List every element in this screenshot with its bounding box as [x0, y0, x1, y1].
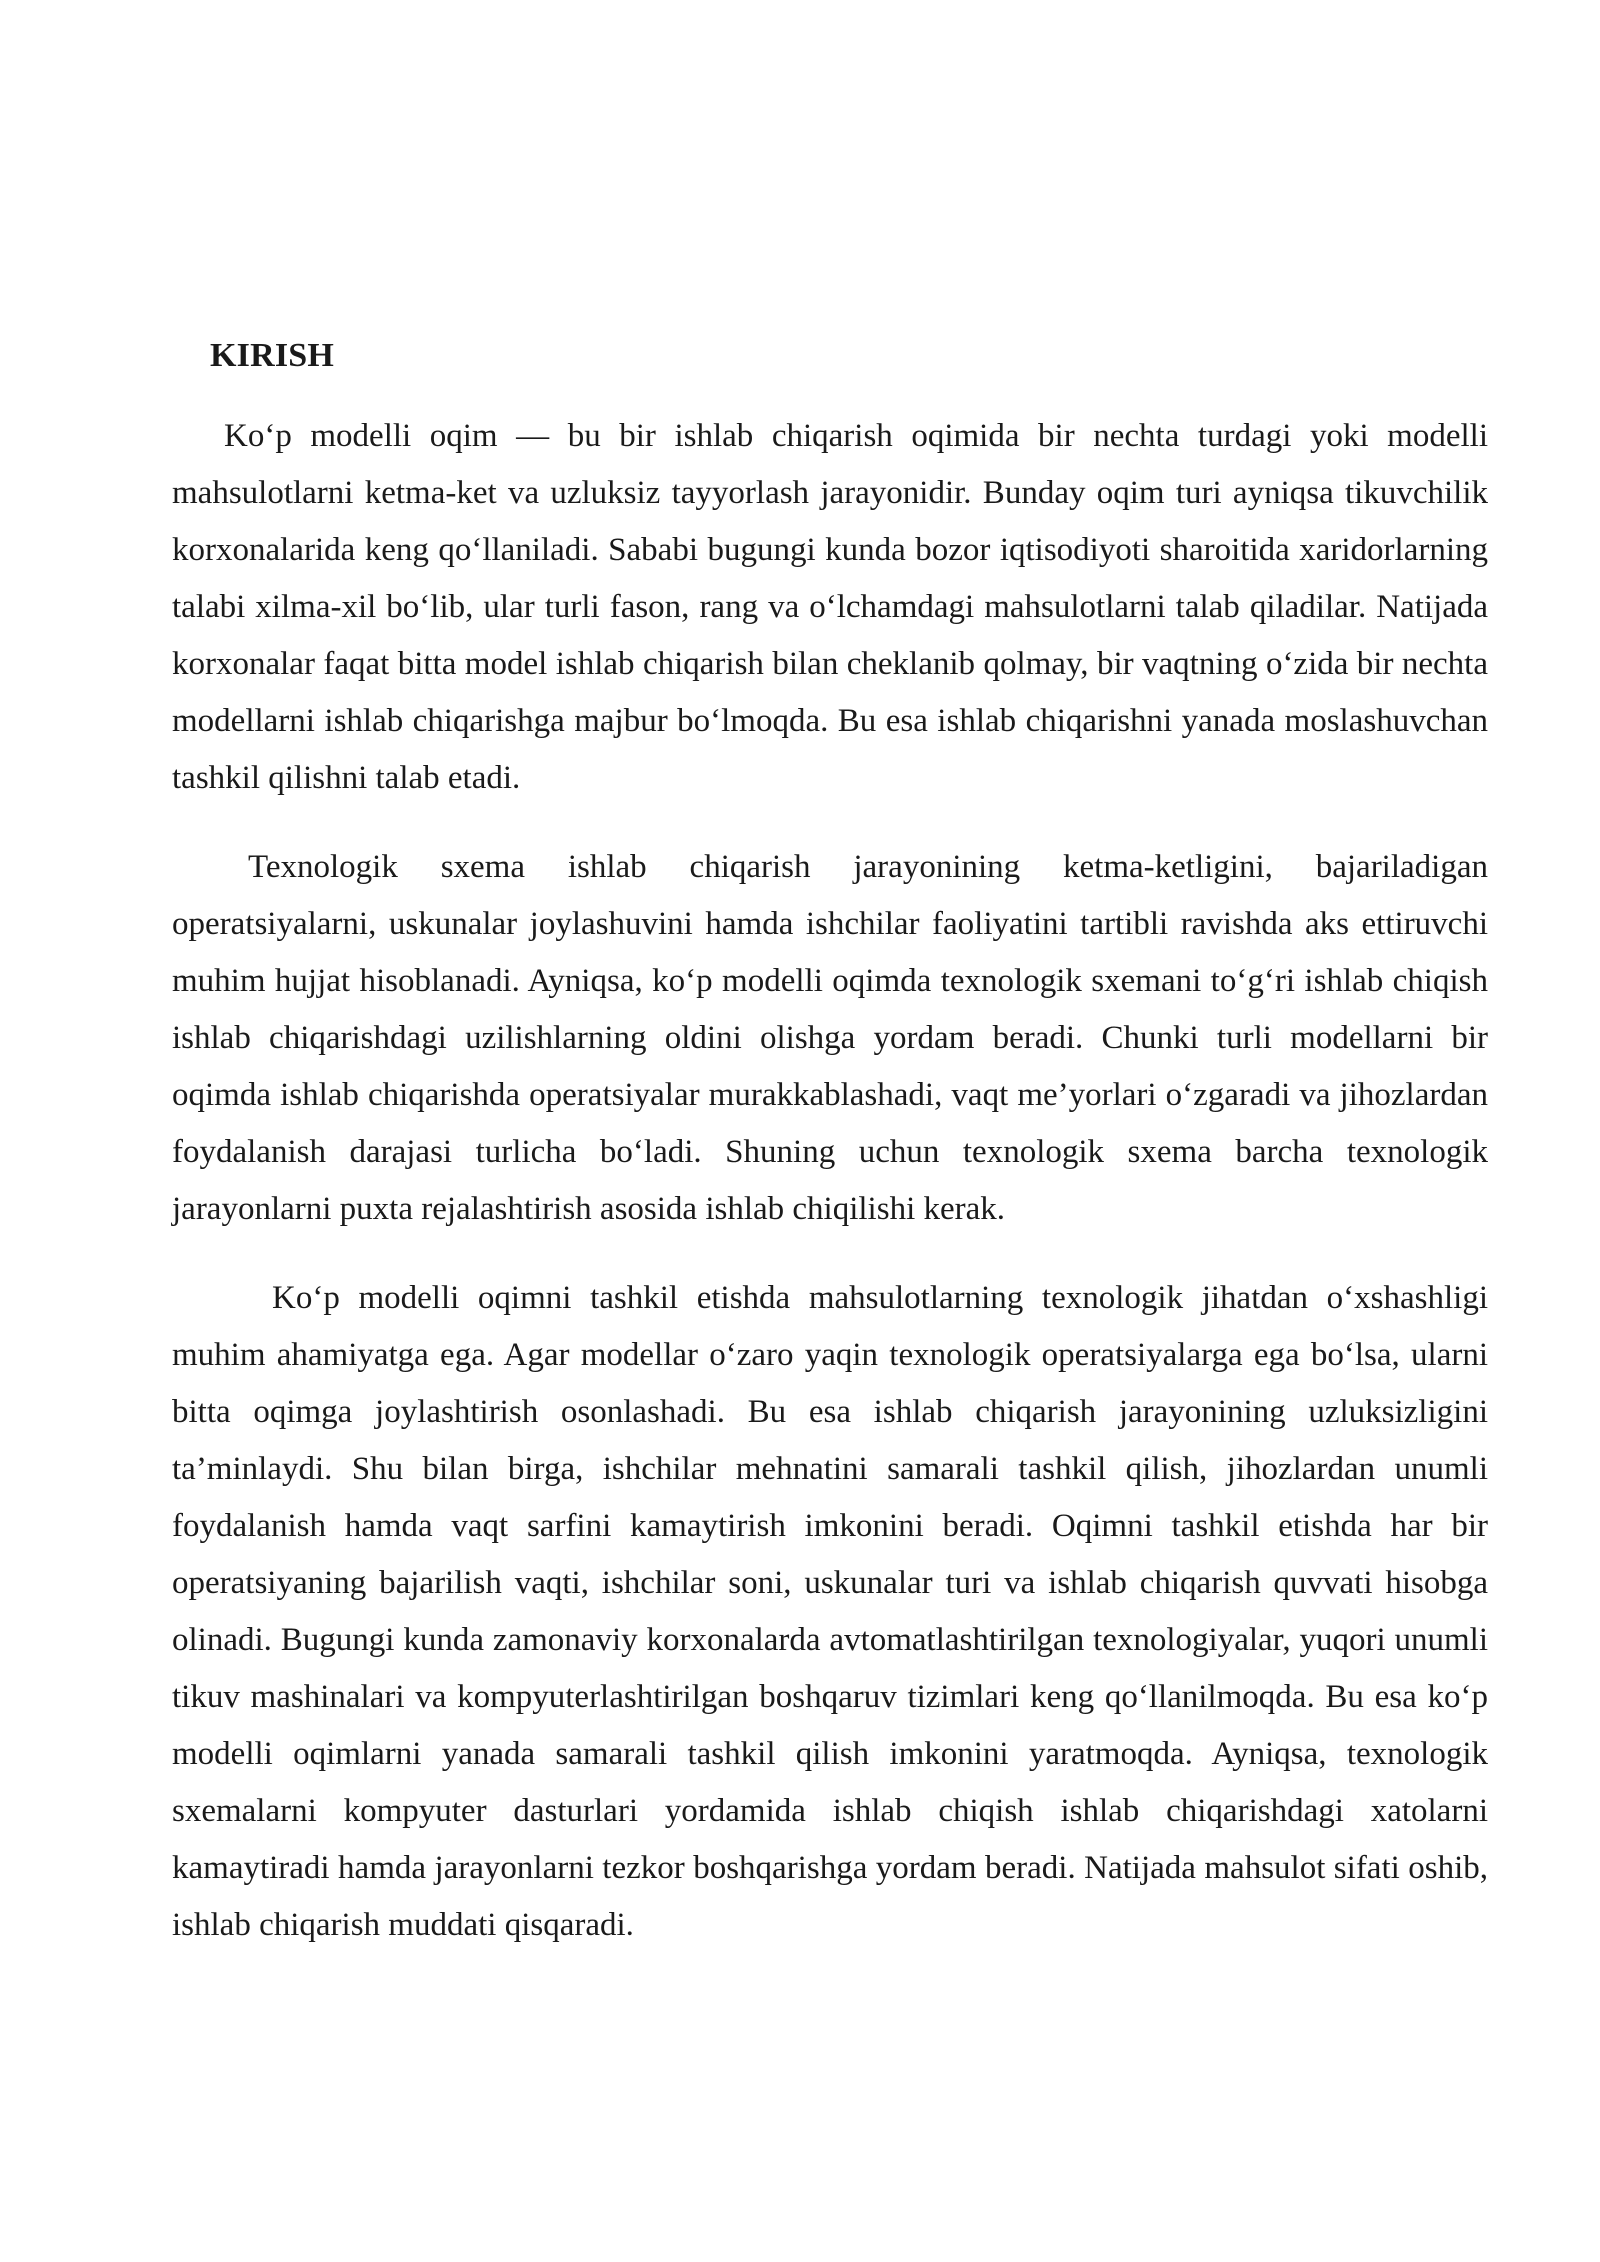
section-heading: KIRISH: [210, 337, 335, 374]
document-body: [172, 332, 1488, 1954]
paragraph-2: Texnologik sxema ishlab chiqarish jarayonining ketma-ketligini, bajariladigan operatsiyalarni, uskunalar joylashuvini hamda ishchilar faoliyatini tartibli ravishda aks ettiruvchi muhim hujjat hisoblanadi. Ayniqsa, ko‘p modelli oqimda texnologik sxemani to‘g‘ri ishlab chiqish ishlab chiqarishdagi uzilishlarning oldini olishga yordam beradi. Chunki turli modellarni bir oqimda ishlab chiqarishda operatsiyalar murakkablashadi, vaqt me’yorlari o‘zgaradi va jihozlardan foydalanish darajasi turlicha bo‘ladi. Shuning uchun texnologik sxema barcha texnologik jarayonlarni puxta rejalashtirish asosida ishlab chiqilishi kerak.: [172, 849, 1488, 1227]
paragraph-1: Ko‘p modelli oqim — bu bir ishlab chiqarish oqimida bir nechta turdagi yoki modelli mahsulotlarni ketma-ket va uzluksiz tayyorlash jarayonidir. Bunday oqim turi ayniqsa tikuvchilik korxonalarida keng qo‘llaniladi. Sababi bugungi kunda bozor iqtisodiyoti sharoitida xaridorlarning talabi xilma-xil bo‘lib, ular turli fason, rang va o‘lchamdagi mahsulotlarni talab qiladilar. Natijada korxonalar faqat bitta model ishlab chiqarish bilan cheklanib qolmay, bir vaqtning o‘zida bir nechta modellarni ishlab chiqarishga majbur bo‘lmoqda. Bu esa ishlab chiqarishni yanada moslashuvchan tashkil qilishni talab etadi.: [172, 418, 1488, 796]
paragraph-3: Ko‘p modelli oqimni tashkil etishda mahsulotlarning texnologik jihatdan o‘xshashligi muhim ahamiyatga ega. Agar modellar o‘zaro yaqin texnologik operatsiyalarga ega bo‘lsa, ularni bitta oqimga joylashtirish osonlashadi. Bu esa ishlab chiqarish jarayonining uzluksizligini ta’minlaydi. Shu bilan birga, ishchilar mehnatini samarali tashkil qilish, jihozlardan unumli foydalanish hamda vaqt sarfini kamaytirish imkonini beradi. Oqimni tashkil etishda har bir operatsiyaning bajarilish vaqti, ishchilar soni, uskunalar turi va ishlab chiqarish quvvati hisobga olinadi. Bugungi kunda zamonaviy korxonalarda avtomatlashtirilgan texnologiyalar, yuqori unumli tikuv mashinalari va kompyuterlashtirilgan boshqaruv tizimlari keng qo‘llanilmoqda. Bu esa ko‘p modelli oqimlarni yanada samarali tashkil qilish imkonini yaratmoqda. Ayniqsa, texnologik sxemalarni kompyuter dasturlari yordamida ishlab chiqish ishlab chiqarishdagi xatolarni kamaytiradi hamda jarayonlarni tezkor boshqarishga yordam beradi. Natijada mahsulot sifati oshib, ishlab chiqarish muddati qisqaradi.: [172, 1280, 1488, 1943]
